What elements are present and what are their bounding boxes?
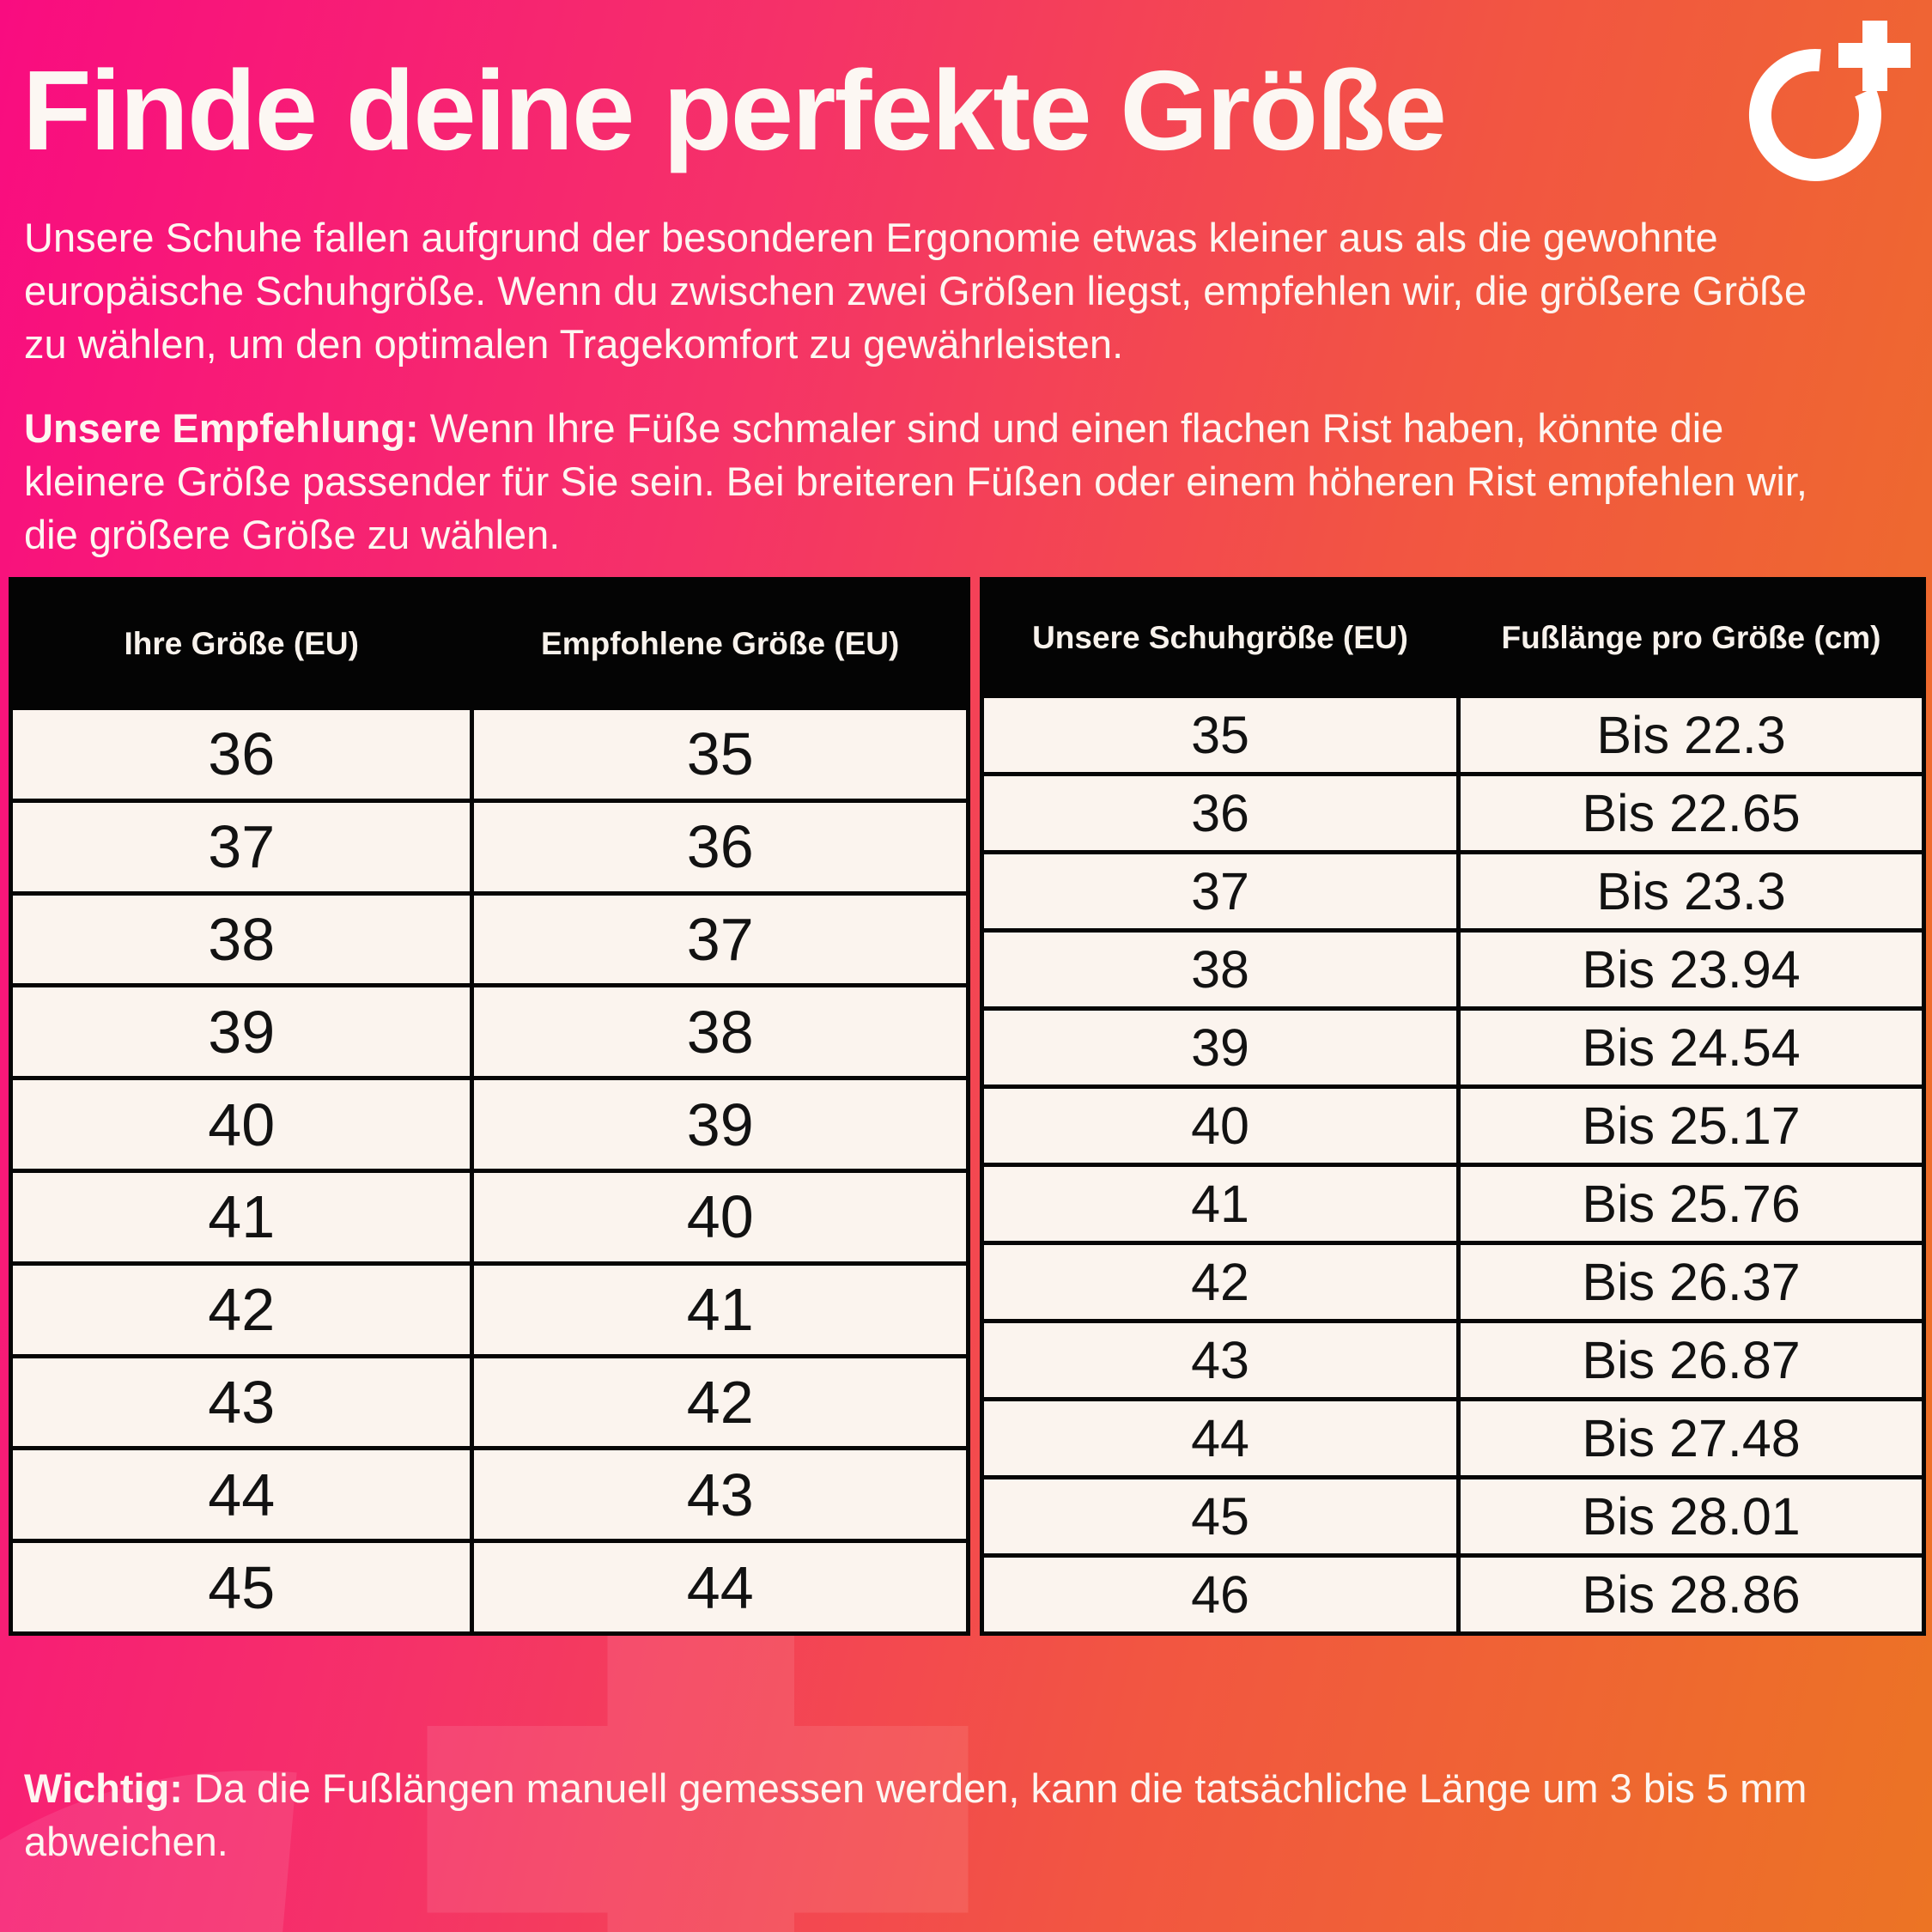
column-header: Fußlänge pro Größe (cm) (1459, 580, 1924, 696)
table-cell: 42 (11, 1263, 472, 1356)
foot-length-table (980, 577, 1926, 1636)
table-row (982, 1009, 1924, 1087)
table-cell: 36 (982, 775, 1459, 853)
table-row (11, 893, 969, 986)
table-row (11, 1356, 969, 1449)
table-cell: 37 (472, 893, 969, 986)
table-row (982, 696, 1924, 775)
table-row (11, 1449, 969, 1541)
footer-note (24, 1762, 1887, 1868)
table-cell: 39 (11, 986, 472, 1078)
table-cell: Bis 26.37 (1459, 1243, 1924, 1321)
table-cell: Bis 26.87 (1459, 1321, 1924, 1400)
table-cell: 40 (982, 1087, 1459, 1165)
table-row (982, 1321, 1924, 1400)
table-row (11, 1263, 969, 1356)
table-row (982, 1165, 1924, 1243)
table-row (982, 1087, 1924, 1165)
table-cell: 45 (11, 1541, 472, 1634)
table-cell: 40 (11, 1078, 472, 1171)
table-row (982, 1243, 1924, 1321)
table-cell: 45 (982, 1478, 1459, 1556)
table-cell: Bis 23.94 (1459, 931, 1924, 1009)
table-cell: Bis 27.48 (1459, 1400, 1924, 1478)
table-cell: 36 (11, 708, 472, 801)
table-cell: Bis 25.76 (1459, 1165, 1924, 1243)
table-cell: Bis 22.3 (1459, 696, 1924, 775)
table-row (982, 931, 1924, 1009)
table-cell: 44 (11, 1449, 472, 1541)
table-cell: Bis 24.54 (1459, 1009, 1924, 1087)
table-cell: 35 (472, 708, 969, 801)
table-cell: 42 (472, 1356, 969, 1449)
table-row (982, 1400, 1924, 1478)
table-header-row (982, 580, 1924, 696)
table-cell: 44 (982, 1400, 1459, 1478)
table-cell: 41 (472, 1263, 969, 1356)
table-cell: 41 (982, 1165, 1459, 1243)
table-cell: 38 (11, 893, 472, 986)
table-cell: 43 (472, 1449, 969, 1541)
table-row (11, 708, 969, 801)
table-row (11, 1541, 969, 1634)
table-cell: 44 (472, 1541, 969, 1634)
table-row (11, 986, 969, 1078)
table-cell: 38 (982, 931, 1459, 1009)
table-row (982, 1556, 1924, 1634)
table-cell: 46 (982, 1556, 1459, 1634)
table-row (982, 775, 1924, 853)
column-header: Unsere Schuhgröße (EU) (982, 580, 1459, 696)
recommendation-paragraph (24, 402, 1853, 562)
table-cell: 35 (982, 696, 1459, 775)
table-cell: 37 (11, 800, 472, 893)
table-cell: Bis 28.86 (1459, 1556, 1924, 1634)
footer-note-label: Wichtig: (24, 1765, 183, 1811)
table-cell: 38 (472, 986, 969, 1078)
table-cell: 41 (11, 1170, 472, 1263)
table-row (11, 1078, 969, 1171)
table-row (11, 1170, 969, 1263)
recommendation-label: Unsere Empfehlung: (24, 405, 419, 451)
table-header-row (11, 580, 969, 708)
table-cell: 39 (472, 1078, 969, 1171)
table-row (11, 800, 969, 893)
table-cell: 39 (982, 1009, 1459, 1087)
table-cell: 42 (982, 1243, 1459, 1321)
footer-note-text: Da die Fußlängen manuell gemessen werden, kann die tatsächliche Länge um 3 bis 5 mm abweichen. (24, 1765, 1807, 1865)
column-header: Empfohlene Größe (EU) (472, 580, 969, 708)
table-cell: 36 (472, 800, 969, 893)
column-header: Ihre Größe (EU) (11, 580, 472, 708)
table-cell: Bis 25.17 (1459, 1087, 1924, 1165)
table-row (982, 1478, 1924, 1556)
size-conversion-table (9, 577, 970, 1636)
page-title: Finde deine perfekte Größe (22, 47, 1446, 173)
table-cell: Bis 22.65 (1459, 775, 1924, 853)
table-row (982, 853, 1924, 931)
intro-paragraph: Unsere Schuhe fallen aufgrund der besonderen Ergonomie etwas kleiner aus als die gewohnte europäische Schuhgröße. Wenn du zwischen zwei Größen liegst, empfehlen wir, die größere Größe zu wählen, um den optimalen Tragekomfort zu gewährleisten. (24, 215, 1807, 368)
table-cell: 37 (982, 853, 1459, 931)
table-cell: 43 (11, 1356, 472, 1449)
table-cell: Bis 23.3 (1459, 853, 1924, 931)
table-cell: 43 (982, 1321, 1459, 1400)
recommendation-text: Wenn Ihre Füße schmaler sind und einen flachen Rist haben, könnte die kleinere Größe passender für Sie sein. Bei breiteren Füßen oder einem höheren Rist empfehlen wir, die größere Größe zu wählen. (24, 405, 1807, 558)
table-cell: Bis 28.01 (1459, 1478, 1924, 1556)
table-cell: 40 (472, 1170, 969, 1263)
